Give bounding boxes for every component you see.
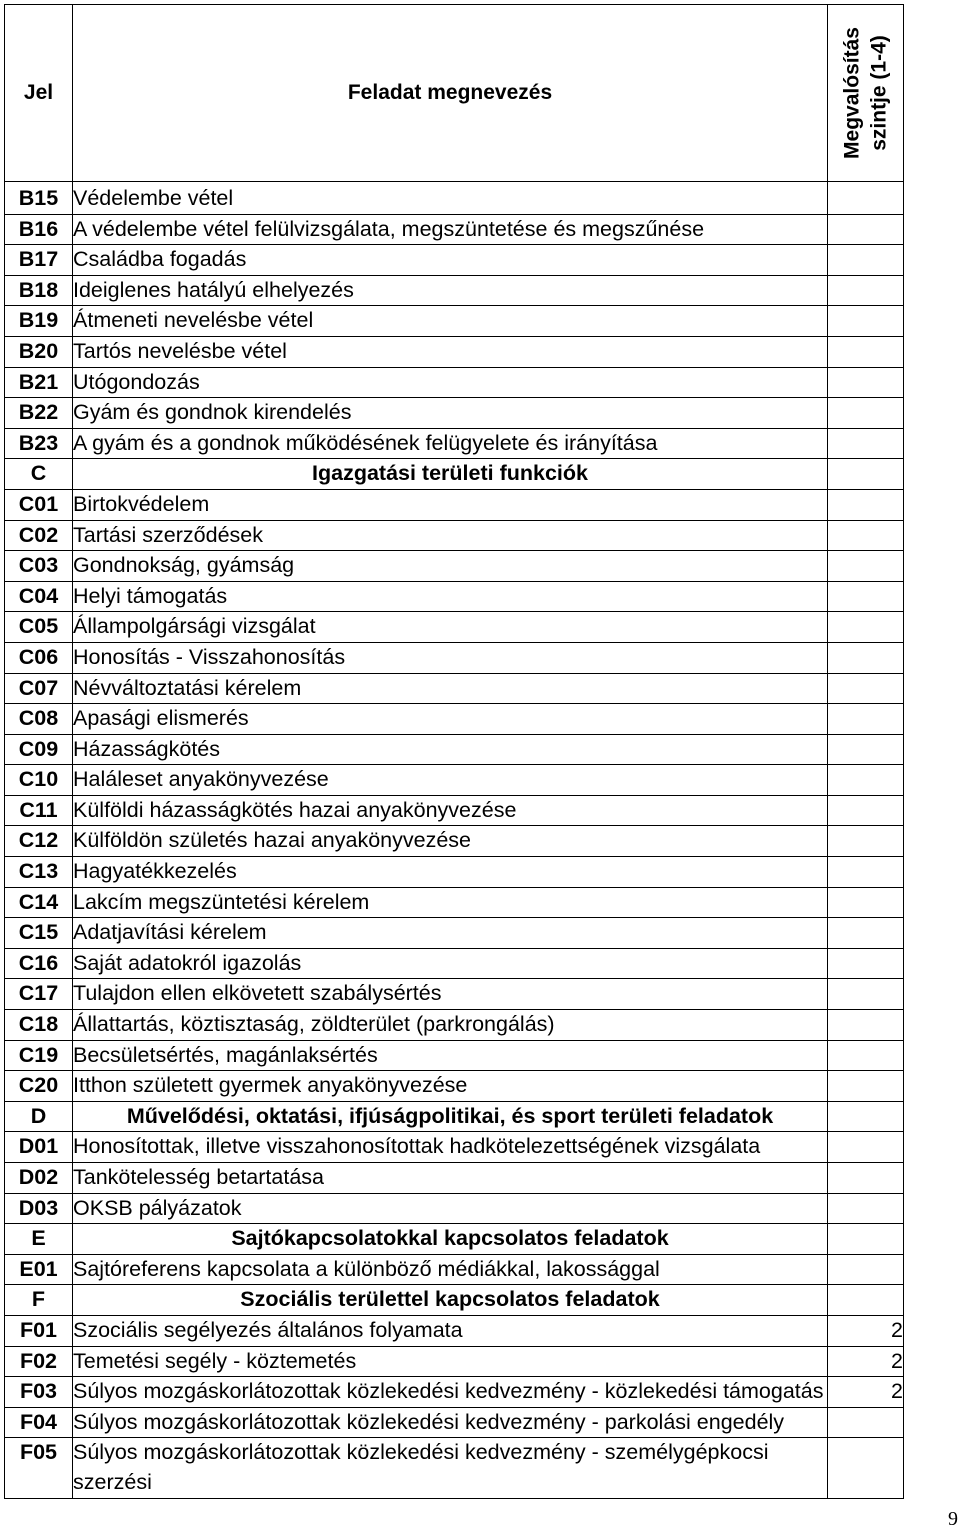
- header-level-line1: Megvalósítás: [840, 27, 864, 159]
- header-code: Jel: [5, 5, 73, 182]
- task-table: [4, 4, 904, 1499]
- row-code: F02: [5, 1346, 73, 1377]
- row-code: B20: [5, 336, 73, 367]
- header-level-line2: szintje (1-4): [867, 35, 891, 151]
- row-code: C10: [5, 765, 73, 796]
- table-row: [5, 918, 904, 949]
- row-code: C01: [5, 489, 73, 520]
- row-code: C17: [5, 979, 73, 1010]
- row-level: [828, 1254, 904, 1285]
- section-row: [5, 1224, 904, 1255]
- row-level: 2: [828, 1377, 904, 1408]
- row-task-name: Állattartás, köztisztaság, zöldterület (parkrongálás): [73, 1010, 828, 1041]
- table-row: [5, 398, 904, 429]
- row-code: C02: [5, 520, 73, 551]
- table-row: [5, 336, 904, 367]
- table-row: [5, 765, 904, 796]
- table-row: [5, 979, 904, 1010]
- table-row: [5, 367, 904, 398]
- row-task-name: Hagyatékkezelés: [73, 857, 828, 888]
- row-task-name: Szociális segélyezés általános folyamata: [73, 1315, 828, 1346]
- row-code: C15: [5, 918, 73, 949]
- row-task-name: Tartási szerződések: [73, 520, 828, 551]
- header-implementation-level: [828, 5, 904, 182]
- row-level: [828, 214, 904, 245]
- row-level: [828, 642, 904, 673]
- table-row: [5, 1438, 904, 1498]
- table-row: [5, 612, 904, 643]
- table-row: [5, 489, 904, 520]
- row-level: [828, 1285, 904, 1316]
- table-row: [5, 1163, 904, 1194]
- table-row: [5, 704, 904, 735]
- row-task-name: Sajtóreferens kapcsolata a különböző médiákkal, lakossággal: [73, 1254, 828, 1285]
- row-level: [828, 459, 904, 490]
- table-body: [5, 182, 904, 1499]
- row-task-name: Lakcím megszüntetési kérelem: [73, 887, 828, 918]
- row-code: F: [5, 1285, 73, 1316]
- row-code: B17: [5, 245, 73, 276]
- row-code: D02: [5, 1163, 73, 1194]
- row-level: [828, 581, 904, 612]
- row-code: C04: [5, 581, 73, 612]
- row-task-name: A gyám és a gondnok működésének felügyelete és irányítása: [73, 428, 828, 459]
- row-code: C03: [5, 551, 73, 582]
- table-row: [5, 520, 904, 551]
- row-task-name: Védelembe vétel: [73, 182, 828, 215]
- row-level: [828, 275, 904, 306]
- row-task-name: Gyám és gondnok kirendelés: [73, 398, 828, 429]
- table-row: [5, 673, 904, 704]
- section-row: [5, 1101, 904, 1132]
- table-row: [5, 1010, 904, 1041]
- table-row: [5, 1193, 904, 1224]
- row-level: [828, 367, 904, 398]
- row-task-name: Súlyos mozgáskorlátozottak közlekedési kedvezmény - parkolási engedély: [73, 1407, 828, 1438]
- table-row: [5, 275, 904, 306]
- row-code: C09: [5, 734, 73, 765]
- row-code: C07: [5, 673, 73, 704]
- row-task-name: Külföldi házasságkötés hazai anyakönyvezése: [73, 795, 828, 826]
- header-task-name: Feladat megnevezés: [73, 5, 828, 182]
- row-level: [828, 734, 904, 765]
- row-task-name: Honosítottak, illetve visszahonosítottak hadkötelezettségének vizsgálata: [73, 1132, 828, 1163]
- row-level: 2: [828, 1346, 904, 1377]
- table-row: [5, 428, 904, 459]
- row-level: [828, 826, 904, 857]
- row-code: B22: [5, 398, 73, 429]
- row-code: F05: [5, 1438, 73, 1498]
- row-code: C20: [5, 1071, 73, 1102]
- row-task-name: OKSB pályázatok: [73, 1193, 828, 1224]
- table-row: [5, 734, 904, 765]
- header-row: [5, 5, 904, 182]
- row-task-name: Honosítás - Visszahonosítás: [73, 642, 828, 673]
- row-code: F04: [5, 1407, 73, 1438]
- row-level: [828, 520, 904, 551]
- row-code: C19: [5, 1040, 73, 1071]
- row-task-name: Helyi támogatás: [73, 581, 828, 612]
- row-code: B23: [5, 428, 73, 459]
- table-row: [5, 642, 904, 673]
- row-level: [828, 398, 904, 429]
- row-level: [828, 1010, 904, 1041]
- section-title: Szociális területtel kapcsolatos feladatok: [73, 1285, 828, 1316]
- table-row: [5, 826, 904, 857]
- table-row: [5, 182, 904, 215]
- row-level: [828, 182, 904, 215]
- row-level: [828, 1407, 904, 1438]
- row-task-name: Itthon született gyermek anyakönyvezése: [73, 1071, 828, 1102]
- row-code: B18: [5, 275, 73, 306]
- row-level: [828, 489, 904, 520]
- row-level: [828, 765, 904, 796]
- row-task-name: Ideiglenes hatályú elhelyezés: [73, 275, 828, 306]
- row-task-name: Külföldön születés hazai anyakönyvezése: [73, 826, 828, 857]
- page-number: 9: [948, 1508, 958, 1530]
- row-task-name: Családba fogadás: [73, 245, 828, 276]
- table-row: [5, 1132, 904, 1163]
- row-task-name: Tankötelesség betartatása: [73, 1163, 828, 1194]
- section-title: Művelődési, oktatási, ifjúságpolitikai, és sport területi feladatok: [73, 1101, 828, 1132]
- row-code: C05: [5, 612, 73, 643]
- row-level: [828, 306, 904, 337]
- row-level: [828, 612, 904, 643]
- table-row: [5, 214, 904, 245]
- row-level: [828, 673, 904, 704]
- row-level: [828, 857, 904, 888]
- row-code: C06: [5, 642, 73, 673]
- row-task-name: Apasági elismerés: [73, 704, 828, 735]
- row-code: E01: [5, 1254, 73, 1285]
- table-row: [5, 306, 904, 337]
- row-task-name: Súlyos mozgáskorlátozottak közlekedési kedvezmény - személygépkocsi szerzési: [73, 1438, 828, 1498]
- row-task-name: Becsületsértés, magánlaksértés: [73, 1040, 828, 1071]
- row-code: C12: [5, 826, 73, 857]
- row-code: F03: [5, 1377, 73, 1408]
- row-level: [828, 551, 904, 582]
- row-level: [828, 1163, 904, 1194]
- row-level: [828, 1101, 904, 1132]
- row-task-name: Haláleset anyakönyvezése: [73, 765, 828, 796]
- row-task-name: Tartós nevelésbe vétel: [73, 336, 828, 367]
- row-level: [828, 795, 904, 826]
- row-code: C14: [5, 887, 73, 918]
- row-task-name: Tulajdon ellen elkövetett szabálysértés: [73, 979, 828, 1010]
- table-row: [5, 581, 904, 612]
- section-title: Sajtókapcsolatokkal kapcsolatos feladatok: [73, 1224, 828, 1255]
- row-code: C08: [5, 704, 73, 735]
- row-code: E: [5, 1224, 73, 1255]
- table-row: [5, 857, 904, 888]
- row-code: D: [5, 1101, 73, 1132]
- row-code: C16: [5, 948, 73, 979]
- row-task-name: Adatjavítási kérelem: [73, 918, 828, 949]
- row-level: [828, 918, 904, 949]
- row-task-name: Átmeneti nevelésbe vétel: [73, 306, 828, 337]
- row-level: [828, 428, 904, 459]
- row-level: [828, 1438, 904, 1498]
- row-task-name: Temetési segély - köztemetés: [73, 1346, 828, 1377]
- row-code: C13: [5, 857, 73, 888]
- table-row: [5, 245, 904, 276]
- table-row: [5, 1040, 904, 1071]
- row-code: B21: [5, 367, 73, 398]
- table-row: [5, 1315, 904, 1346]
- row-level: [828, 245, 904, 276]
- row-task-name: Birtokvédelem: [73, 489, 828, 520]
- row-code: F01: [5, 1315, 73, 1346]
- row-code: D03: [5, 1193, 73, 1224]
- row-code: B19: [5, 306, 73, 337]
- section-row: [5, 459, 904, 490]
- row-task-name: Súlyos mozgáskorlátozottak közlekedési kedvezmény - közlekedési támogatás: [73, 1377, 828, 1408]
- row-task-name: Gondnokság, gyámság: [73, 551, 828, 582]
- row-code: B15: [5, 182, 73, 215]
- row-level: [828, 979, 904, 1010]
- table-row: [5, 1377, 904, 1408]
- row-level: [828, 1040, 904, 1071]
- row-level: [828, 887, 904, 918]
- table-row: [5, 948, 904, 979]
- row-level: [828, 704, 904, 735]
- row-code: C18: [5, 1010, 73, 1041]
- row-level: [828, 1193, 904, 1224]
- row-task-name: Házasságkötés: [73, 734, 828, 765]
- table-row: [5, 1346, 904, 1377]
- row-level: 2: [828, 1315, 904, 1346]
- row-task-name: Állampolgársági vizsgálat: [73, 612, 828, 643]
- row-task-name: Névváltoztatási kérelem: [73, 673, 828, 704]
- row-level: [828, 1071, 904, 1102]
- row-code: C: [5, 459, 73, 490]
- row-task-name: Saját adatokról igazolás: [73, 948, 828, 979]
- table-row: [5, 1071, 904, 1102]
- row-task-name: A védelembe vétel felülvizsgálata, megszüntetése és megszűnése: [73, 214, 828, 245]
- section-row: [5, 1285, 904, 1316]
- table-row: [5, 1407, 904, 1438]
- table-row: [5, 551, 904, 582]
- table-row: [5, 887, 904, 918]
- row-level: [828, 1132, 904, 1163]
- row-code: C11: [5, 795, 73, 826]
- table-row: [5, 1254, 904, 1285]
- row-code: D01: [5, 1132, 73, 1163]
- row-level: [828, 1224, 904, 1255]
- row-code: B16: [5, 214, 73, 245]
- table-row: [5, 795, 904, 826]
- row-level: [828, 948, 904, 979]
- row-level: [828, 336, 904, 367]
- row-task-name: Utógondozás: [73, 367, 828, 398]
- section-title: Igazgatási területi funkciók: [73, 459, 828, 490]
- header-level-label: [838, 27, 893, 159]
